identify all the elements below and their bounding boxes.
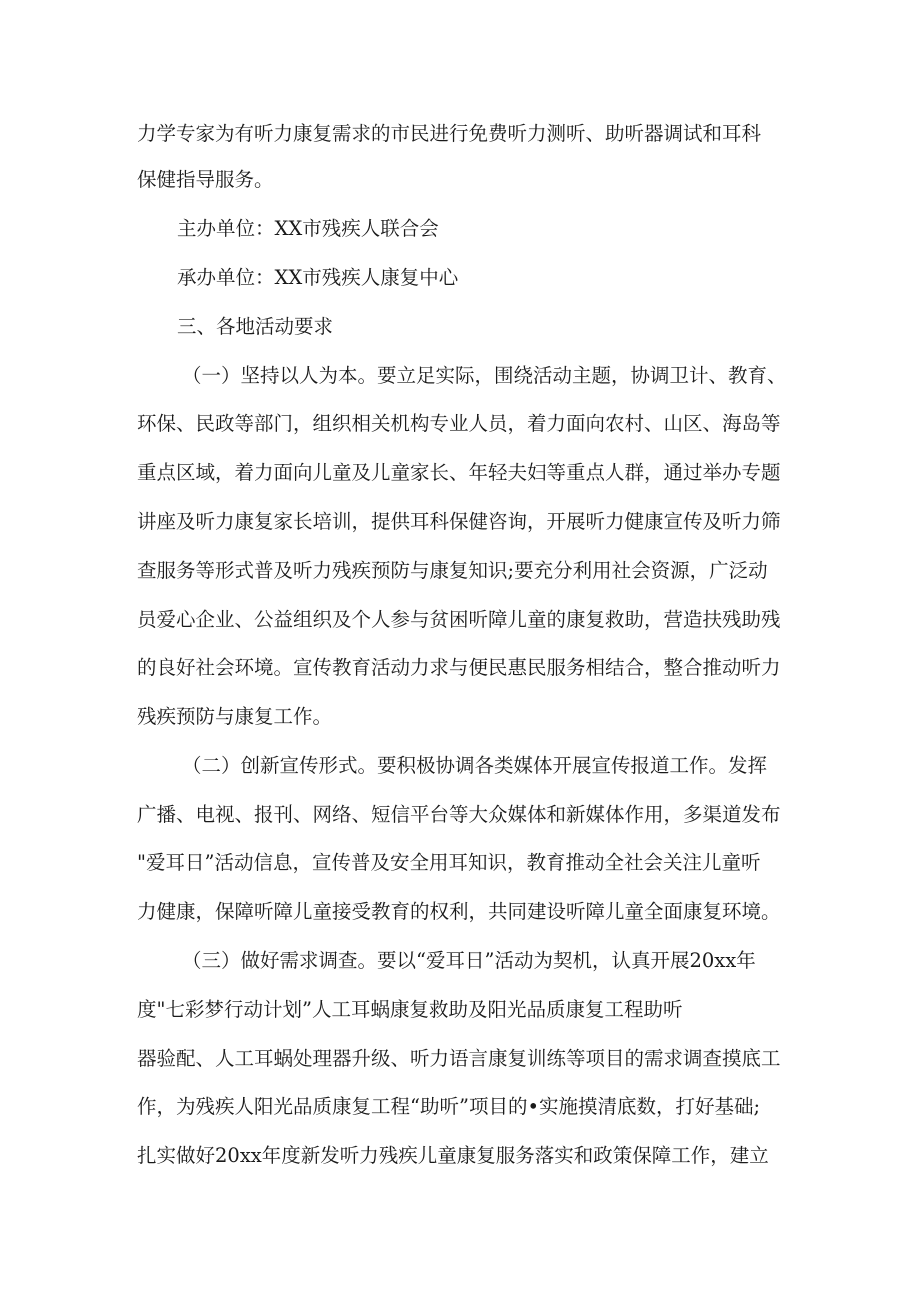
body-line: "爱耳日”活动信息，宣传普及安全用耳知识，教育推动全社会关注儿童听 [137,851,761,874]
body-line: （一）坚持以人为本。要立足实际，围绕活动主题，协调卫计、教育、 [182,364,787,387]
body-line: 环保、民政等部门，组织相关机构专业人员，着力面向农村、山区、海岛等 [137,412,781,435]
body-line: 度"七彩梦行动计划”人工耳蜗康复救助及阳光品质康复工程助听 [137,998,683,1021]
body-line: 重点区域，着力面向儿童及儿童家长、年轻夫妇等重点人群，通过举办专题 [137,461,781,484]
body-line: 查服务等形式普及听力残疾预防与康复知识;要充分利用社会资源，广泛动 [137,559,768,582]
body-line: 的良好社会环境。宣传教育活动力求与便民惠民服务相结合，整合推动听力 [137,656,781,679]
section-heading: 三、各地活动要求 [177,315,334,338]
body-line: 力学专家为有听力康复需求的市民进行免费听力测听、助听器调试和耳科 [137,122,762,145]
body-line: 广播、电视、报刊、网络、短信平台等大众媒体和新媒体作用，多渠道发布 [137,803,781,826]
body-line: （三）做好需求调查。要以“爱耳日”活动为契机，认真开展20xx年 [182,949,756,972]
body-line: 力健康，保障听障儿童接受教育的权利，共同建设听障儿童全面康复环境。 [137,900,781,923]
body-line: 器验配、人工耳蜗处理器升级、听力语言康复训练等项目的需求调查摸底工 [137,1047,781,1070]
organizer-line: 主办单位：XX市残疾人联合会 [177,217,439,240]
body-line: 讲座及听力康复家长培训，提供耳科保健咨询，开展听力健康宣传及听力筛 [137,510,781,533]
body-line: 作，为残疾人阳光品质康复工程“助听”项目的•实施摸清底数，打好基础; [137,1095,761,1118]
co-organizer-line: 承办单位：XX市残疾人康复中心 [177,266,459,289]
body-line: 保健指导服务。 [137,168,274,191]
body-line: 员爱心企业、公益组织及个人参与贫困听障儿童的康复救助，营造扶残助残 [137,608,781,631]
body-line: （二）创新宣传形式。要积极协调各类媒体开展宣传报道工作。发挥 [182,754,768,777]
body-line: 扎实做好20xx年度新发听力残疾儿童康复服务落实和政策保障工作，建立 [137,1144,769,1167]
body-line: 残疾预防与康复工作。 [137,705,333,728]
